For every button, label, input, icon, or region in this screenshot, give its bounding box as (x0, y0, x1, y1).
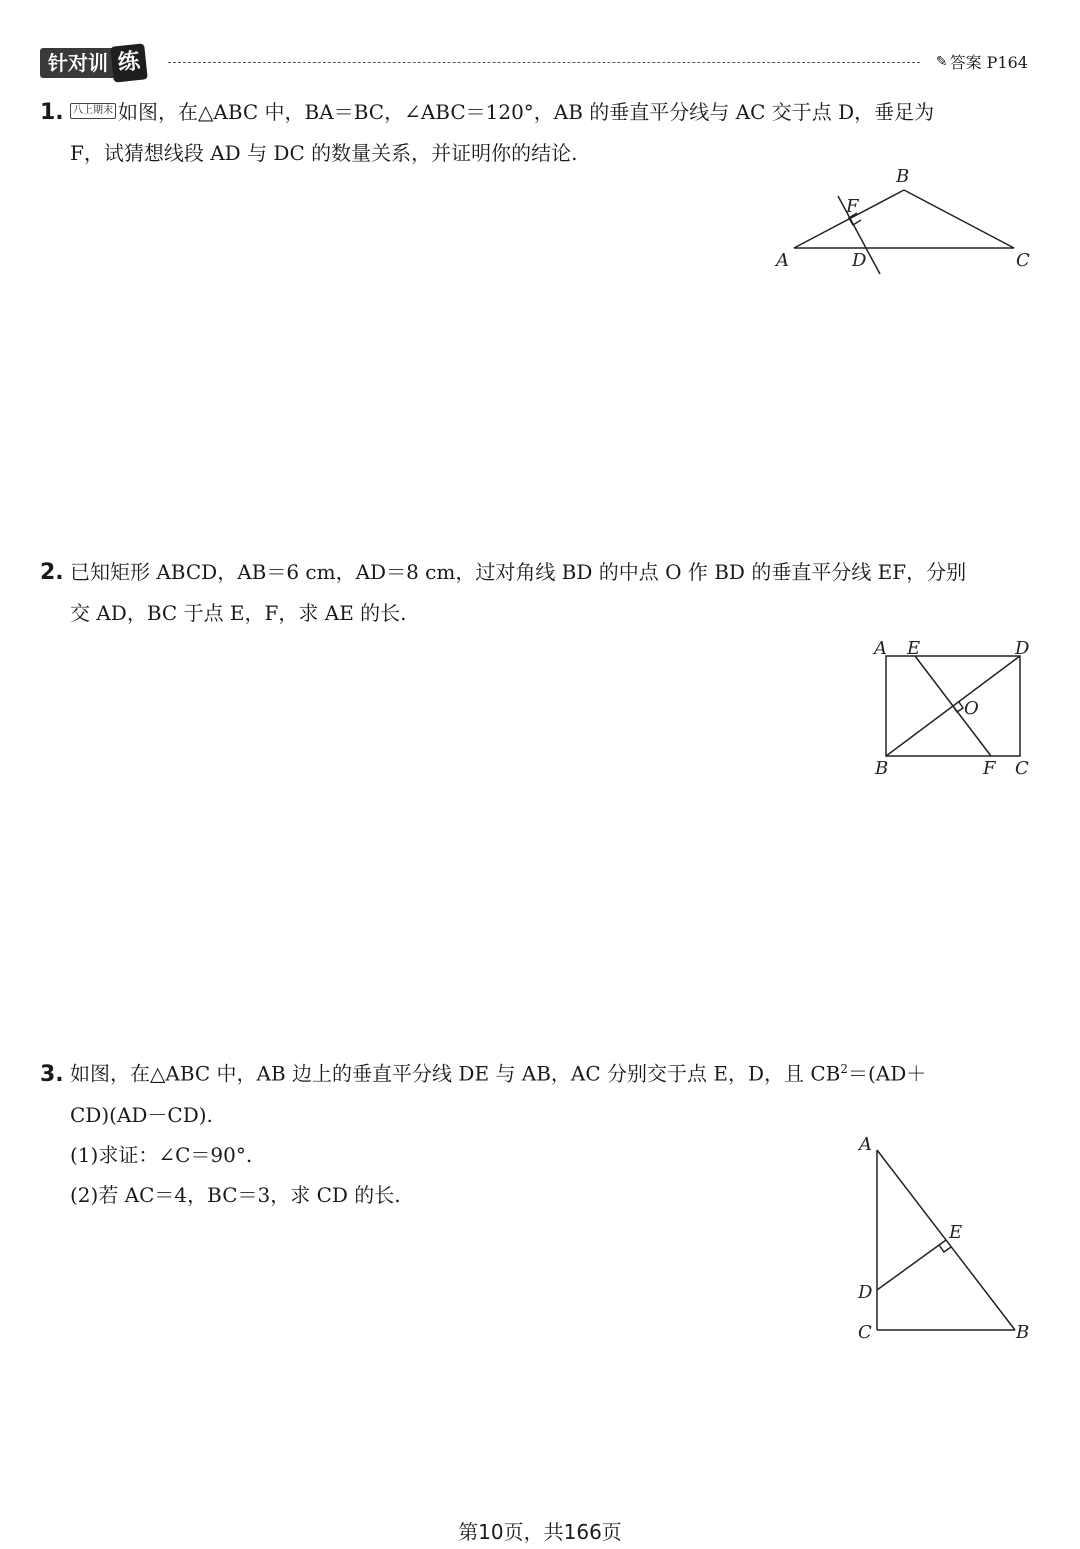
right-angle-mark (939, 1245, 951, 1252)
exam-source-tag: 八上期末 (70, 103, 116, 119)
question-text-line: 如图，在△ABC 中，AB 边上的垂直平分线 DE 与 AB，AC 分别交于点 E，D，且 CB (70, 1061, 841, 1086)
figure-right-triangle (850, 1130, 1040, 1350)
label-c: C (1016, 250, 1030, 271)
label-d: D (852, 250, 867, 271)
badge-text: 针对训 (40, 48, 114, 78)
label-a: A (776, 250, 789, 271)
label-c: C (858, 1322, 872, 1343)
question-2 (40, 552, 1030, 633)
pin-icon: ✎ (935, 53, 948, 70)
question-text-line: F，试猜想线段 AD 与 DC 的数量关系，并证明你的结论. (70, 141, 578, 165)
superscript: 2 (840, 1062, 848, 1076)
label-e: E (907, 638, 921, 659)
label-b: B (1016, 1322, 1030, 1343)
question-text-line: 如图，在△ABC 中，BA＝BC，∠ABC＝120°，AB 的垂直平分线与 AC 交于点 D，垂足为 (118, 100, 935, 124)
subquestion-1: (1)求证：∠C＝90°. (70, 1142, 253, 1167)
label-o: O (964, 698, 979, 719)
label-d: D (1015, 638, 1030, 659)
label-f: F (983, 758, 996, 779)
answer-reference (936, 50, 1028, 73)
subquestion-2: (2)若 AC＝4，BC＝3，求 CD 的长. (70, 1182, 401, 1207)
question-number: 3. (40, 1061, 64, 1087)
question-text-line: CD)(AD－CD). (70, 1102, 213, 1127)
label-e: E (949, 1222, 963, 1243)
label-b: B (896, 166, 910, 187)
question-number: 2. (40, 560, 64, 585)
figure-rectangle-abcd (860, 630, 1040, 785)
segment-bc (904, 190, 1014, 248)
segment-de (877, 1240, 946, 1290)
page-indicator: 第10页，共166页 (458, 1520, 622, 1544)
right-angle-mark (953, 702, 963, 712)
question-text-line: 交 AD，BC 于点 E，F，求 AE 的长. (70, 601, 407, 625)
section-badge (40, 48, 146, 78)
section-header (40, 44, 1030, 84)
label-b: B (875, 758, 889, 779)
answer-reference-text: 答案 P164 (949, 53, 1028, 72)
label-d: D (858, 1282, 873, 1303)
badge-highlight: 练 (110, 43, 148, 82)
figure-triangle-abc (770, 160, 1040, 285)
question-number: 1. (40, 100, 64, 125)
question-text-line: 已知矩形 ABCD，AB＝6 cm，AD＝8 cm，过对角线 BD 的中点 O 作 BD 的垂直平分线 EF，分别 (70, 560, 967, 584)
header-divider (168, 62, 920, 63)
question-text-line-cont: ＝(AD＋ (848, 1061, 927, 1086)
label-f: F (846, 196, 859, 217)
label-a: A (874, 638, 887, 659)
label-a: A (859, 1134, 872, 1155)
label-c: C (1015, 758, 1029, 779)
